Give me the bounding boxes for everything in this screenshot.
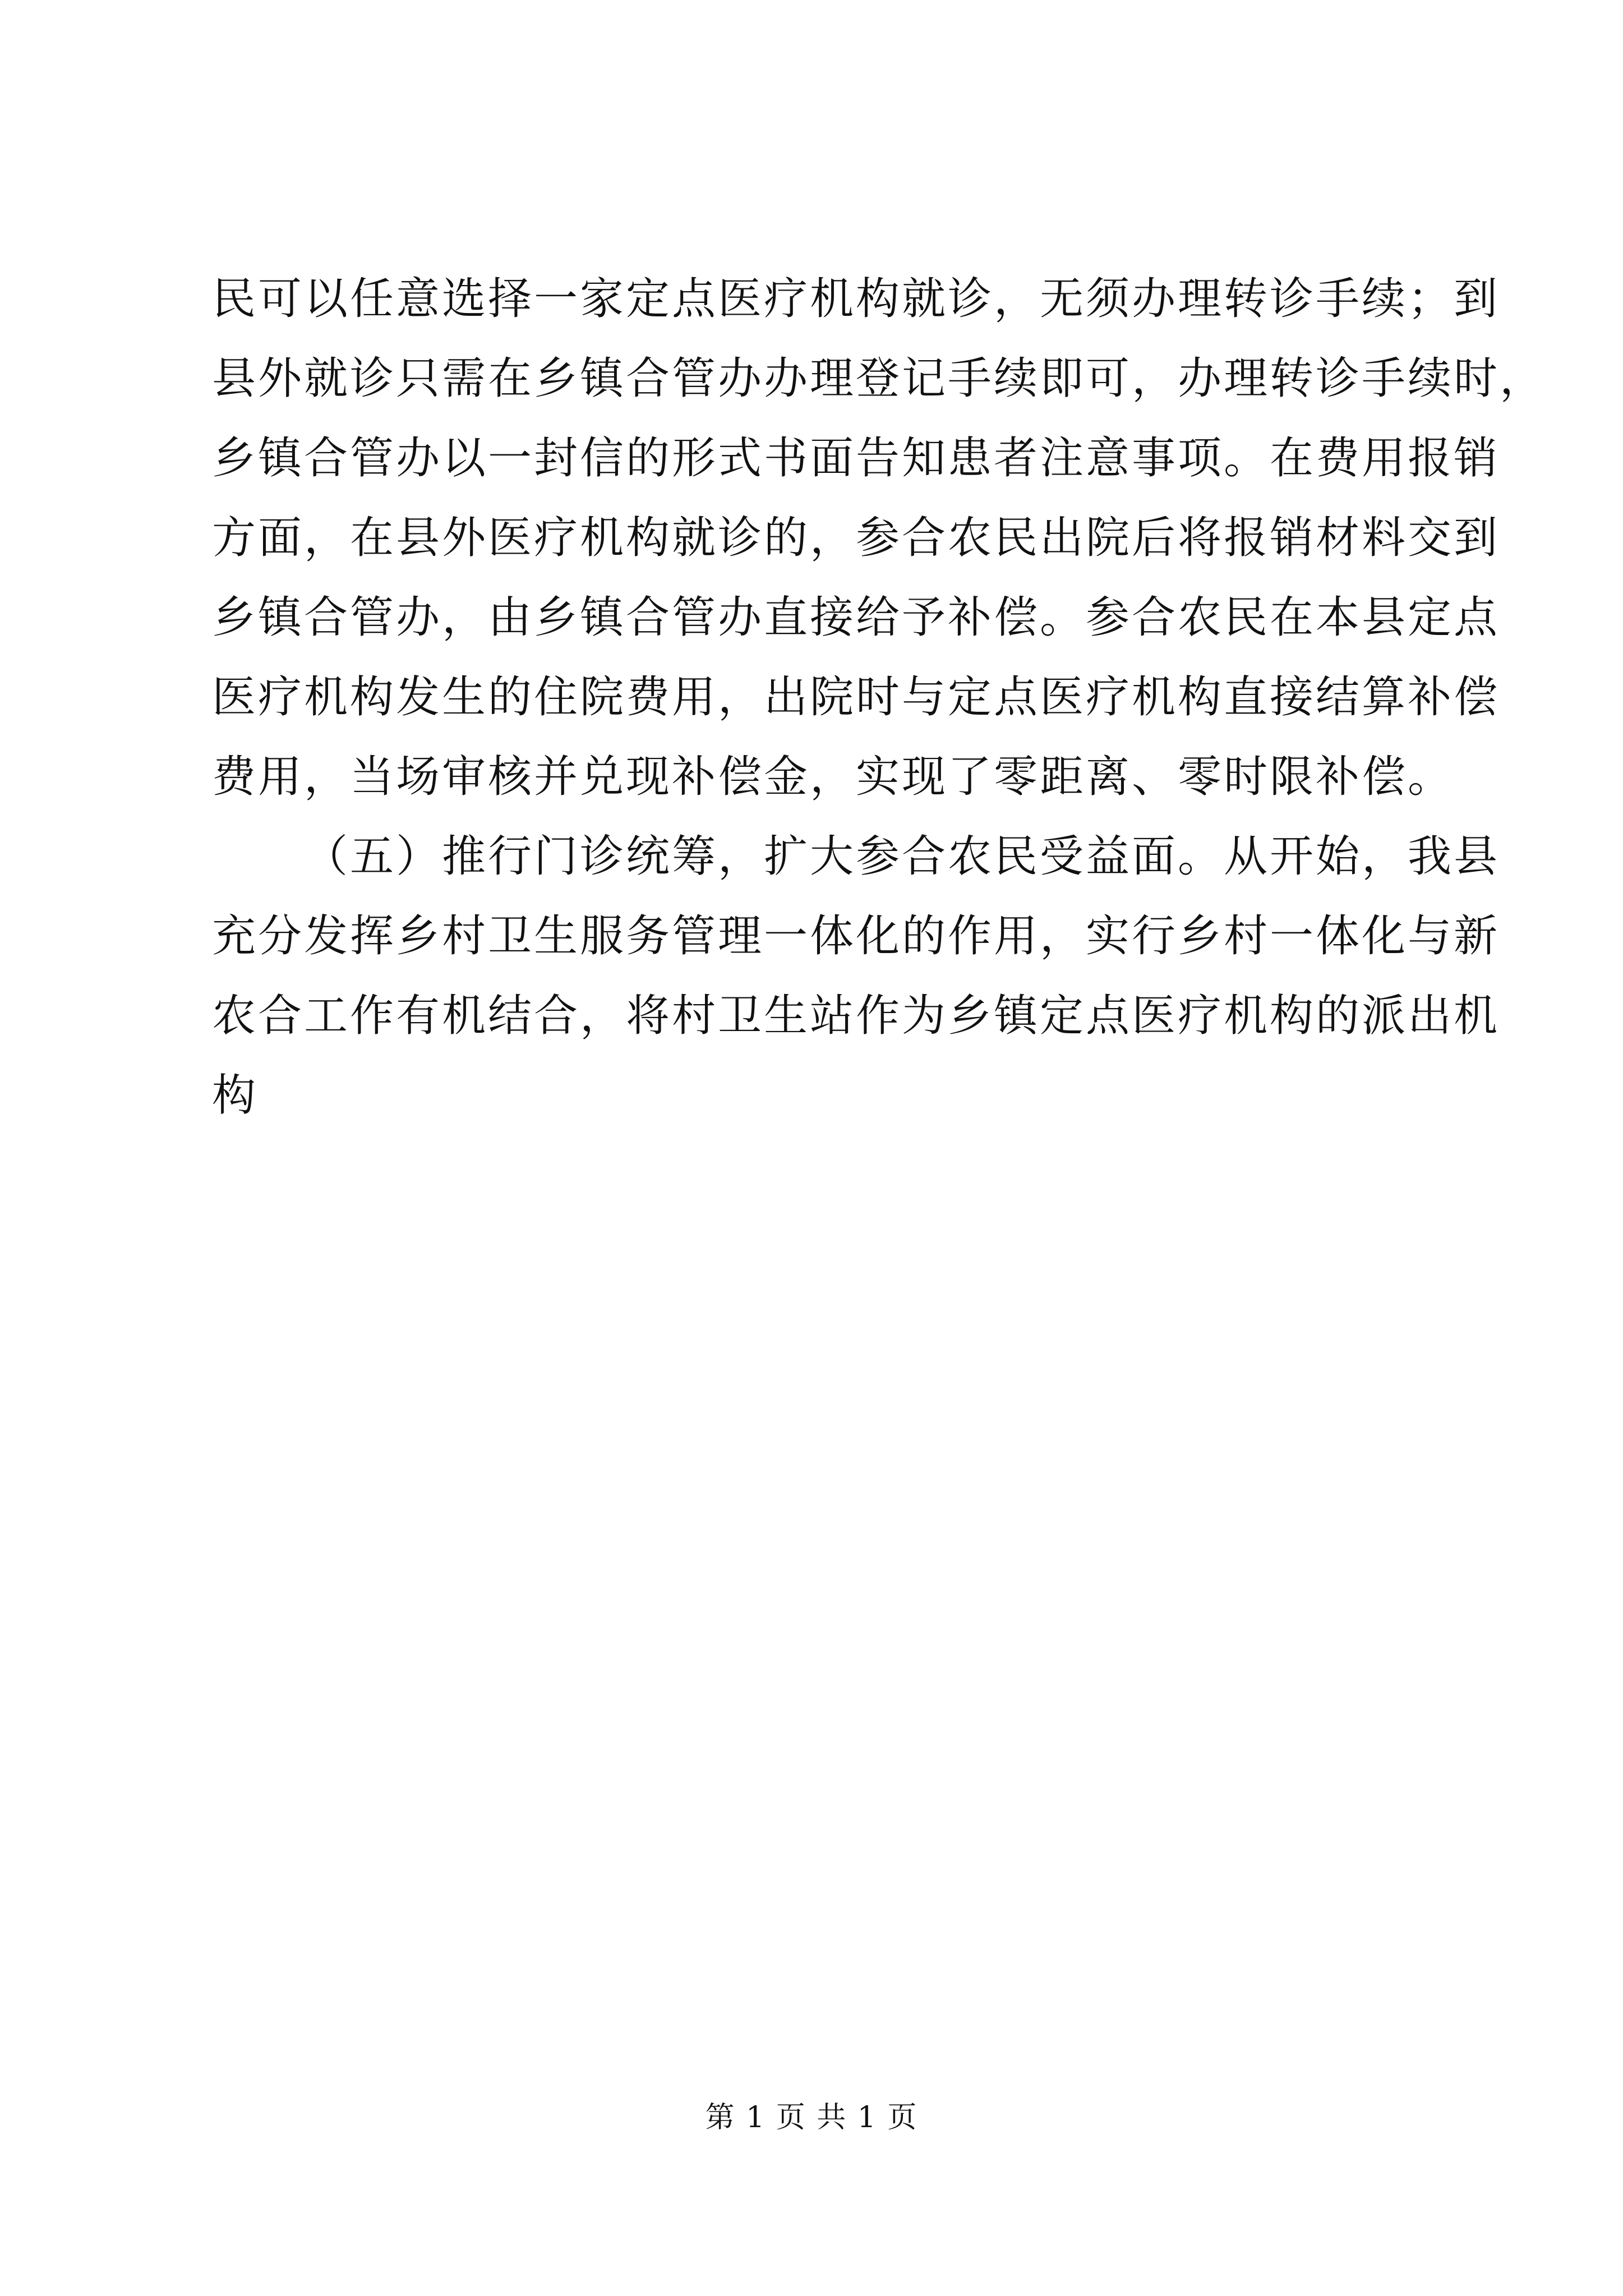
text-line: 民可以任意选择一家定点医疗机构就诊，无须办理转诊手续；到 bbox=[212, 274, 1500, 324]
text-line: 构 bbox=[212, 1070, 259, 1121]
text-line: 方面，在县外医疗机构就诊的，参合农民出院后将报销材料交到 bbox=[212, 513, 1500, 563]
page-footer: 第 1 页 共 1 页 bbox=[705, 2101, 918, 2134]
text-line: 费用，当场审核并兑现补偿金，实现了零距离、零时限补偿。 bbox=[212, 752, 1454, 802]
text-line: 乡镇合管办以一封信的形式书面告知患者注意事项。在费用报销 bbox=[212, 433, 1500, 484]
text-line: 医疗机构发生的住院费用，出院时与定点医疗机构直接结算补偿 bbox=[212, 672, 1500, 723]
text-line: 乡镇合管办，由乡镇合管办直接给予补偿。参合农民在本县定点 bbox=[212, 592, 1500, 643]
paragraph-start-line: （五）推行门诊统筹，扩大参合农民受益面。从开始，我县 bbox=[304, 831, 1500, 882]
text-line: 充分发挥乡村卫生服务管理一体化的作用，实行乡村一体化与新 bbox=[212, 911, 1500, 961]
document-body bbox=[212, 259, 1546, 1135]
text-line: 县外就诊只需在乡镇合管办办理登记手续即可，办理转诊手续时， bbox=[212, 353, 1546, 404]
text-line: 农合工作有机结合，将村卫生站作为乡镇定点医疗机构的派出机 bbox=[212, 991, 1500, 1041]
